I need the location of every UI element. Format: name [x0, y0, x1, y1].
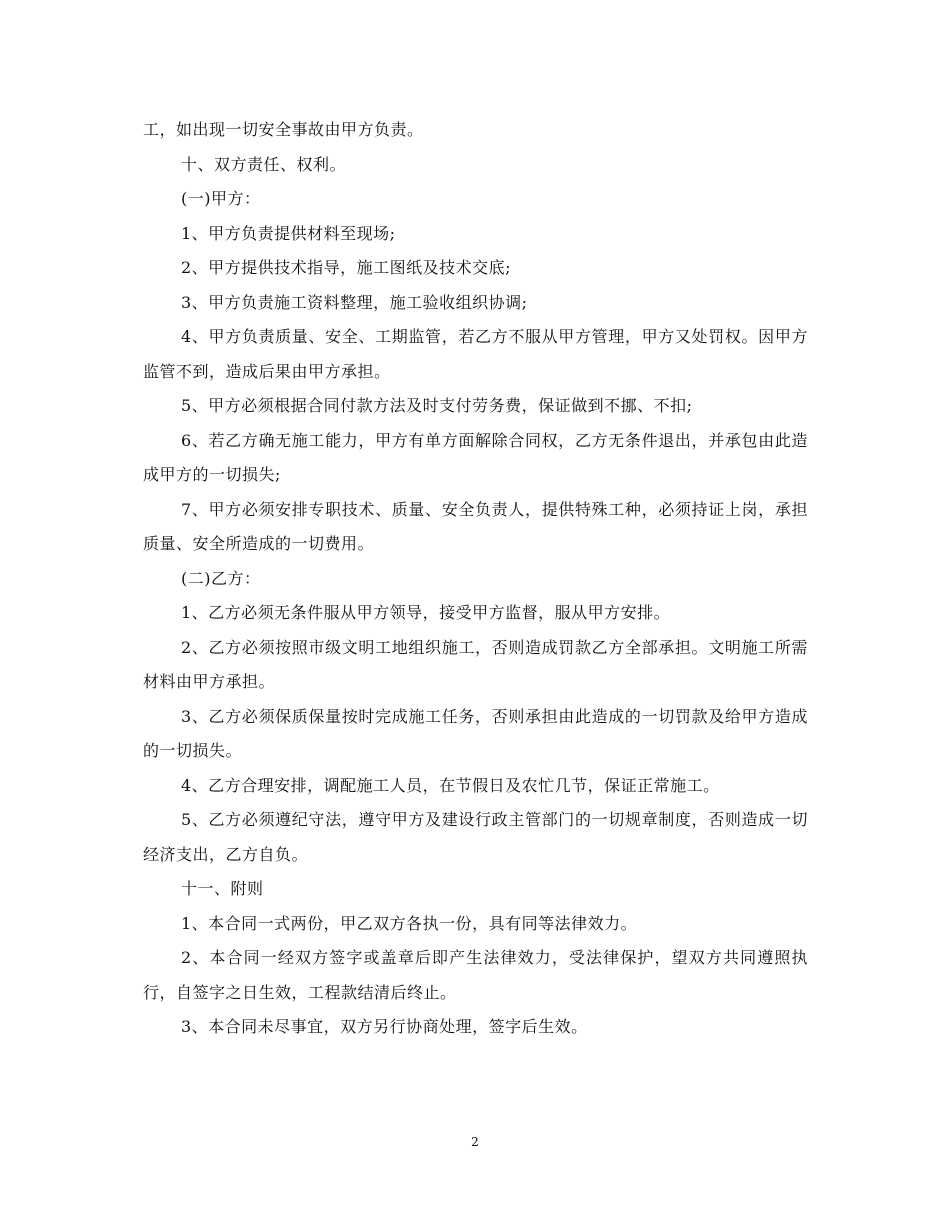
paragraph-20: 3、本合同未尽事宜，双方另行协商处理，签字后生效。 — [181, 1017, 588, 1036]
paragraph-13: 2、乙方必须按照市级文明工地组织施工，否则造成罚款乙方全部承担。文明施工所需材料由甲方承担。 — [143, 637, 808, 691]
paragraph-12: 1、乙方必须无条件服从甲方领导，接受甲方监督，服从甲方安排。 — [181, 603, 671, 622]
page-number: 2 — [471, 1135, 479, 1149]
paragraph-11: (二)乙方： — [181, 568, 261, 588]
paragraph-4: 1、甲方负责提供材料至现场; — [181, 223, 396, 243]
paragraph-18: 1、本合同一式两份，甲乙双方各执一份，具有同等法律效力。 — [181, 913, 638, 933]
paragraph-19: 2、本合同一经双方签字或盖章后即产生法律效力，受法律保护，望双方共同遵照执行，自签字之日生效，工程款结清后终止。 — [143, 948, 808, 1002]
paragraph-6: 3、甲方负责施工资料整理，施工验收组织协调; — [181, 292, 528, 312]
paragraph-5: 2、甲方提供技术指导，施工图纸及技术交底; — [181, 258, 512, 277]
paragraph-17: 十一、附则 — [181, 879, 264, 898]
paragraph-16: 5、乙方必须遵纪守法，遵守甲方及建设行政主管部门的一切规章制度，否则造成一切经济支出，乙方自负。 — [143, 810, 808, 864]
paragraph-3: (一)甲方： — [181, 189, 261, 208]
paragraph-2: 十、双方责任、权利。 — [181, 154, 347, 174]
paragraph-7: 4、甲方负责质量、安全、工期监管，若乙方不服从甲方管理，甲方又处罚权。因甲方监管不到，造成后果由甲方承担。 — [143, 327, 808, 381]
paragraph-14: 3、乙方必须保质保量按时完成施工任务，否则承担由此造成的一切罚款及给甲方造成的一切损失。 — [143, 706, 808, 760]
paragraph-1: 工，如出现一切安全事故由甲方负责。 — [143, 120, 424, 139]
document-body — [143, 113, 808, 1045]
paragraph-8: 5、甲方必须根据合同付款方法及时支付劳务费，保证做到不挪、不扣; — [181, 396, 693, 415]
paragraph-10: 7、甲方必须安排专职技术、质量、安全负责人，提供特殊工种，必须持证上岗，承担质量、安全所造成的一切费用。 — [143, 499, 808, 553]
paragraph-15: 4、乙方合理安排，调配施工人员，在节假日及农忙几节，保证正常施工。 — [181, 775, 720, 795]
paragraph-9: 6、若乙方确无施工能力，甲方有单方面解除合同权，乙方无条件退出，并承包由此造成甲方的一切损失; — [143, 430, 808, 484]
